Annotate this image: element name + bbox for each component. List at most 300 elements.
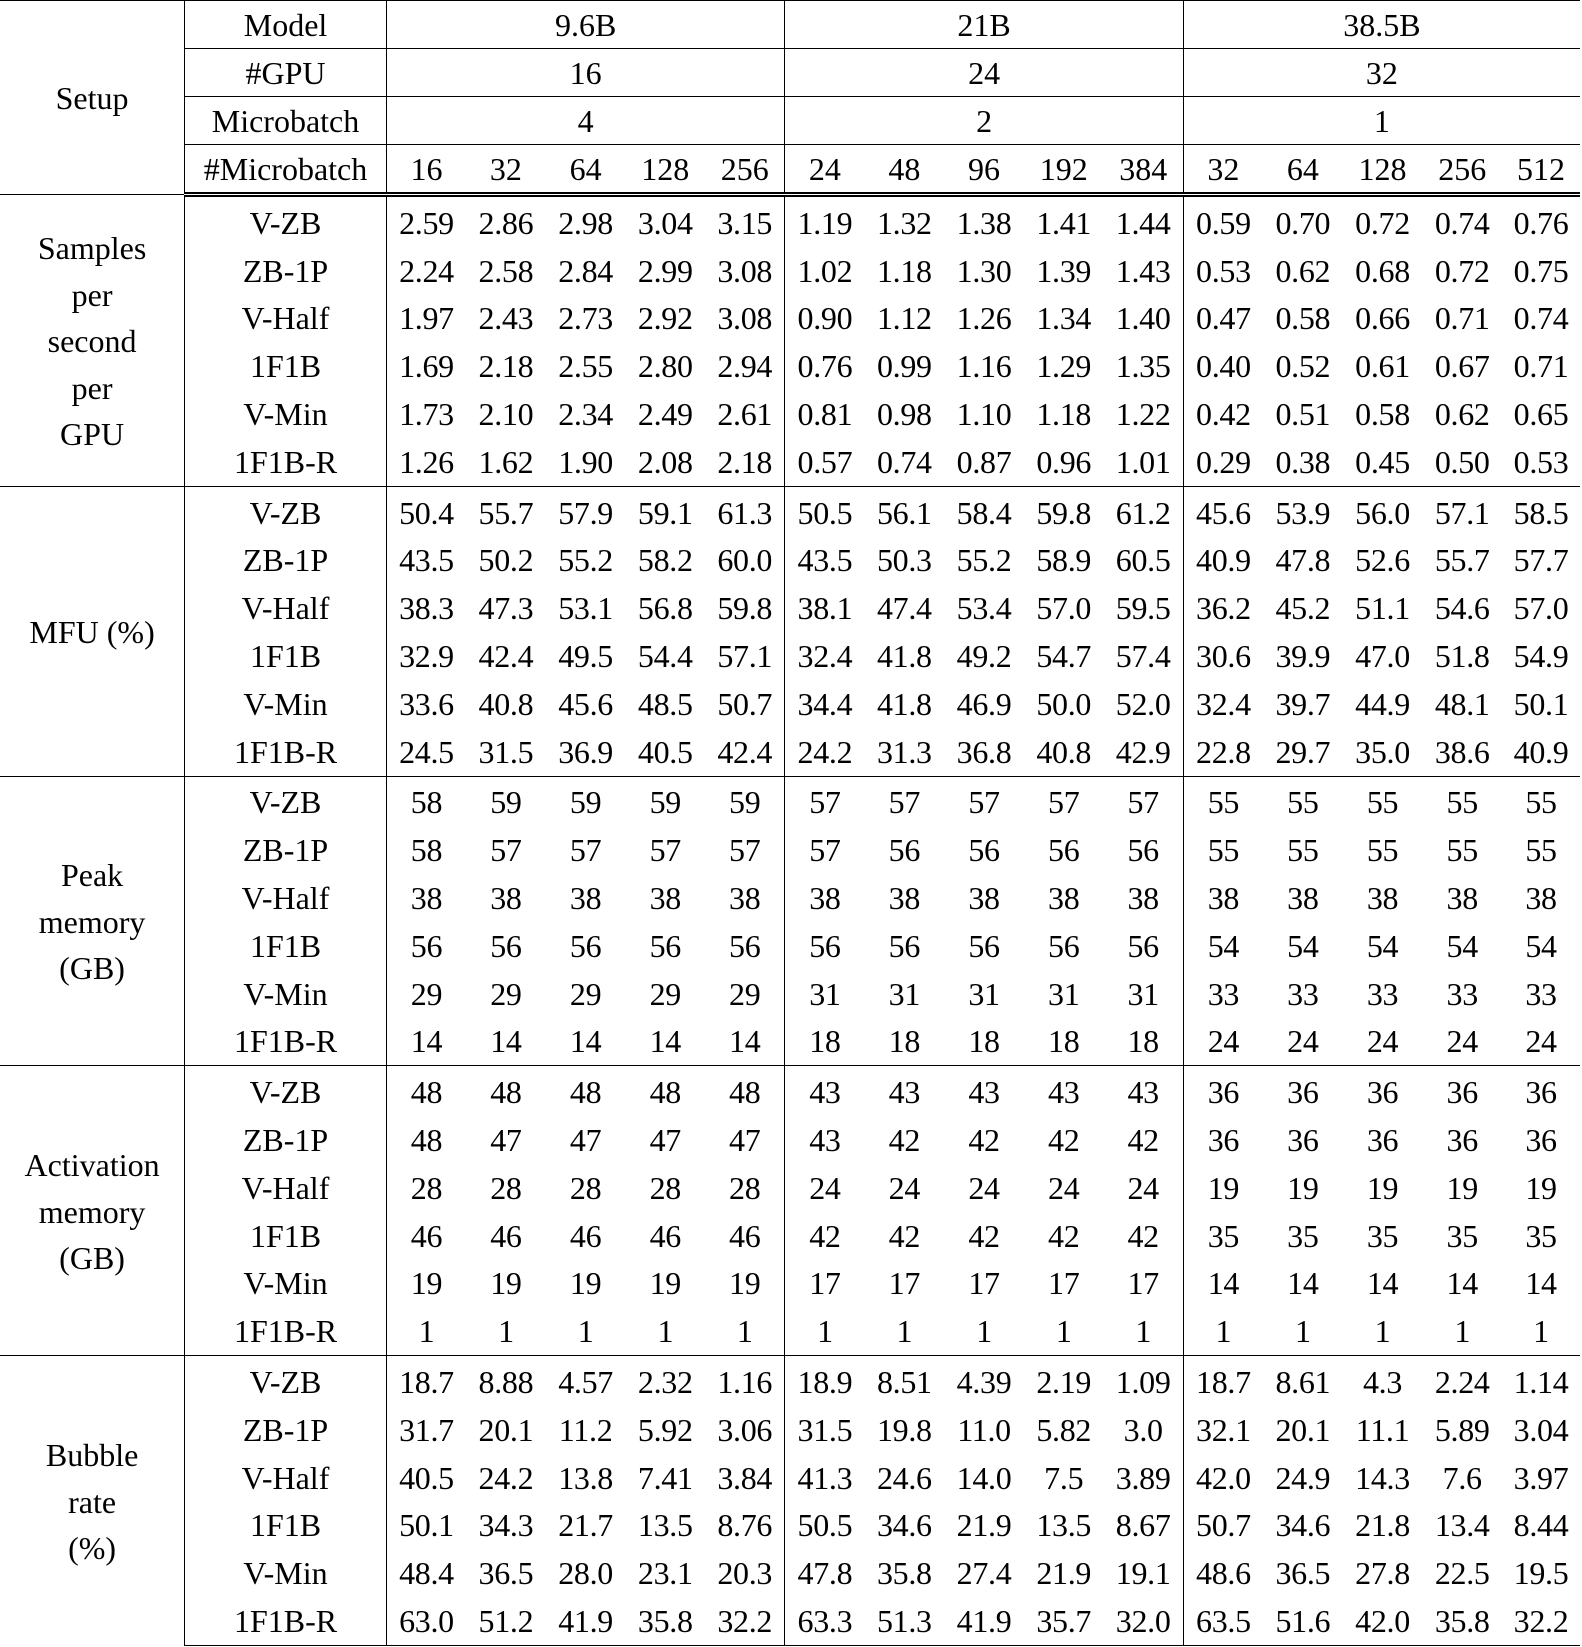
table-row [0,826,1580,874]
table-cell: 58 [386,776,466,826]
table-cell: 32.9 [399,638,454,675]
table-cell: 58 [410,832,443,869]
table-cell: 1 [1104,1307,1184,1355]
table-cell: 51.6 [1263,1597,1343,1645]
model-name: 9.6B [386,1,784,49]
table-cell: 1 [944,1307,1024,1355]
table-cell: 2.49 [637,396,693,433]
table-row [0,1066,1580,1116]
method-name: ZB-1P [185,1406,387,1454]
method-name: 1F1B-R [185,1597,387,1645]
table-cell: 1.14 [1502,1356,1580,1406]
table-cell: 38.3 [399,590,454,627]
table-cell: 4.3 [1343,1356,1423,1406]
metric-group [0,1066,1580,1356]
table-cell: 42 [809,1217,841,1254]
table-cell: 59 [546,776,626,826]
table-cell: 19.5 [1513,1555,1569,1592]
table-cell: 5.92 [637,1411,693,1448]
table-row [0,1307,1580,1355]
table-cell: 34.6 [876,1507,932,1544]
table-cell: 57.1 [1422,486,1502,536]
table-cell: 29 [410,975,443,1012]
num-microbatch-value: 32 [466,145,546,195]
table-cell: 40.8 [478,685,534,722]
table-cell: 45.6 [1183,486,1263,536]
table-cell: 51.3 [865,1597,945,1645]
table-cell: 11.2 [558,1411,613,1448]
table-cell: 24.2 [478,1459,534,1496]
method-name: V-Half [185,1454,387,1502]
table-cell: 28 [410,1169,443,1206]
table-cell: 47.3 [478,590,534,627]
table-cell: 36 [1287,1122,1319,1159]
table-cell: 56 [1104,826,1184,874]
table-cell: 36 [1422,1066,1502,1116]
table-cell: 47 [490,1122,522,1159]
table-cell: 54 [1207,927,1240,964]
table-cell: 43 [944,1066,1024,1116]
table-cell: 57 [649,832,681,869]
metric-label-line: rate [68,1483,117,1520]
table-cell: 2.73 [558,300,614,337]
table-cell: 56 [888,832,921,869]
table-cell: 59.8 [705,584,785,632]
table-cell: 32.4 [797,638,853,675]
table-cell: 51.2 [466,1597,546,1645]
table-cell: 58.9 [1036,542,1092,579]
microbatch-label: Microbatch [185,97,387,145]
table-cell: 29 [649,975,681,1012]
table-cell: 1.41 [1024,195,1104,247]
table-cell: 24 [1343,1018,1423,1066]
table-cell: 42.0 [1343,1597,1423,1645]
metric-group [0,1356,1580,1646]
table-cell: 0.40 [1196,348,1251,385]
table-cell: 0.76 [1502,195,1580,247]
table-cell: 56 [809,927,841,964]
table-row [0,728,1580,776]
table-cell: 31.5 [797,1411,853,1448]
table-cell: 57.1 [705,632,785,680]
table-cell: 54 [1366,927,1399,964]
table-cell: 57 [865,776,945,826]
metric-label [0,195,185,487]
table-cell: 0.53 [1196,252,1251,289]
num-microbatch-value: 384 [1104,145,1184,195]
table-cell: 43 [1104,1066,1184,1116]
table-cell: 31.7 [399,1411,454,1448]
table-cell: 38 [968,880,1000,917]
table-cell: 47 [705,1116,785,1164]
table-cell: 36.5 [478,1555,534,1592]
table-cell: 42.4 [478,638,534,675]
table-cell: 56 [410,927,443,964]
num-microbatch-value: 96 [944,145,1024,195]
table-cell: 59.1 [625,486,705,536]
gpu-count: 32 [1183,49,1580,97]
table-cell: 50.2 [478,542,534,579]
table-cell: 1.29 [1036,348,1092,385]
table-cell: 36 [1525,1122,1557,1159]
table-row [0,970,1580,1018]
table-cell: 41.8 [876,685,932,722]
table-cell: 8.76 [705,1502,785,1550]
table-cell: 43.5 [797,542,853,579]
microbatch-size: 1 [1183,97,1580,145]
num-microbatch-value: 16 [386,145,466,195]
table-cell: 1.39 [1036,252,1092,289]
table-row [0,1116,1580,1164]
table-cell: 0.74 [865,438,945,486]
table-cell: 56 [1048,832,1080,869]
table-cell: 45.6 [558,685,614,722]
table-cell: 50.5 [797,1507,853,1544]
table-cell: 42 [968,1217,1000,1254]
table-row [0,584,1580,632]
table-cell: 0.53 [1502,438,1580,486]
table-cell: 57.9 [546,486,626,536]
table-cell: 29 [569,975,602,1012]
table-cell: 56.0 [1343,486,1423,536]
model-name: 38.5B [1183,1,1580,49]
table-cell: 0.62 [1434,396,1490,433]
table-cell: 1.69 [399,348,454,385]
table-cell: 43 [865,1066,945,1116]
table-cell: 55 [1366,832,1399,869]
table-cell: 22.8 [1183,728,1263,776]
table-cell: 56 [968,832,1000,869]
table-row [0,195,1580,247]
method-name: 1F1B-R [185,438,387,486]
method-name: 1F1B [185,632,387,680]
table-cell: 42.4 [705,728,785,776]
table-cell: 38 [410,880,443,917]
table-cell: 36 [1343,1066,1423,1116]
table-cell: 29 [705,970,785,1018]
table-cell: 0.76 [797,348,853,385]
table-cell: 19 [705,1260,785,1308]
table-cell: 32.4 [1196,685,1251,722]
table-cell: 55 [1502,776,1580,826]
table-cell: 55.2 [956,542,1012,579]
table-cell: 19 [1366,1169,1399,1206]
table-cell: 0.52 [1275,348,1331,385]
table-cell: 0.29 [1183,438,1263,486]
table-cell: 19.1 [1104,1549,1184,1597]
table-cell: 1 [1343,1307,1423,1355]
table-cell: 13.8 [558,1459,614,1496]
table-cell: 28 [649,1169,681,1206]
table-cell: 1 [1263,1307,1343,1355]
table-cell: 2.08 [625,438,705,486]
table-cell: 58.2 [637,542,693,579]
table-row [0,632,1580,680]
table-cell: 0.66 [1355,300,1410,337]
table-cell: 43 [785,1066,865,1116]
table-cell: 56 [1048,927,1080,964]
table-cell: 8.44 [1513,1507,1569,1544]
method-name: 1F1B-R [185,1307,387,1355]
table-cell: 2.43 [478,300,534,337]
table-cell: 4.57 [546,1356,626,1406]
table-cell: 24 [1104,1164,1184,1212]
table-cell: 34.6 [1275,1507,1331,1544]
table-cell: 40.9 [1196,542,1251,579]
table-cell: 31 [809,975,841,1012]
table-cell: 31.3 [865,728,945,776]
table-cell: 36 [1183,1066,1263,1116]
table-cell: 35 [1287,1217,1319,1254]
metric-group [0,486,1580,776]
metric-label [0,1356,185,1646]
table-cell: 17 [809,1265,841,1302]
table-cell: 0.51 [1275,396,1331,433]
table-row [0,295,1580,343]
table-cell: 54.7 [1036,638,1092,675]
table-cell: 2.10 [478,396,534,433]
method-name: 1F1B [185,342,387,390]
table-row [0,1164,1580,1212]
table-cell: 2.86 [466,195,546,247]
table-cell: 2.58 [478,252,534,289]
table-cell: 38 [1446,880,1478,917]
table-cell: 1 [386,1307,466,1355]
gpu-row [0,49,1580,97]
table-cell: 14.0 [956,1459,1012,1496]
table-cell: 23.1 [637,1555,693,1592]
metric-group [0,195,1580,487]
table-cell: 50.3 [876,542,932,579]
table-cell: 14 [386,1018,466,1066]
table-cell: 48 [705,1066,785,1116]
table-cell: 39.9 [1275,638,1331,675]
table-cell: 54 [1287,927,1319,964]
table-cell: 1.16 [705,1356,785,1406]
table-cell: 59.8 [1024,486,1104,536]
table-row [0,680,1580,728]
method-name: 1F1B [185,1502,387,1550]
table-cell: 1.18 [1036,396,1092,433]
table-cell: 1.12 [876,300,932,337]
table-cell: 55.2 [558,542,614,579]
table-row [0,486,1580,536]
table-cell: 0.98 [876,396,932,433]
microbatch-size: 2 [785,97,1183,145]
table-cell: 24 [1183,1018,1263,1066]
table-cell: 7.41 [637,1459,693,1496]
table-cell: 0.75 [1513,252,1569,289]
table-cell: 30.6 [1196,638,1251,675]
metric-label-line: per [71,369,113,406]
table-cell: 38 [809,880,841,917]
table-cell: 19 [1287,1169,1319,1206]
model-name: 21B [785,1,1183,49]
table-cell: 24.6 [876,1459,932,1496]
table-cell: 4.39 [944,1356,1024,1406]
table-cell: 0.45 [1343,438,1423,486]
table-cell: 1.97 [399,300,454,337]
table-cell: 18 [785,1018,865,1066]
table-row [0,1018,1580,1066]
table-cell: 48 [386,1066,466,1116]
table-cell: 36 [1207,1122,1240,1159]
table-cell: 58.5 [1502,486,1580,536]
table-cell: 2.24 [1422,1356,1502,1406]
table-cell: 47.4 [876,590,932,627]
table-row [0,438,1580,486]
table-cell: 51.8 [1434,638,1490,675]
table-cell: 7.6 [1442,1459,1482,1496]
table-cell: 38 [649,880,681,917]
table-cell: 1 [625,1307,705,1355]
method-name: V-ZB [185,1066,387,1116]
table-cell: 20.1 [1275,1411,1331,1448]
table-cell: 24 [1263,1018,1343,1066]
metric-label-line: Peak [60,857,124,894]
table-cell: 46 [705,1212,785,1260]
num-microbatch-value: 512 [1502,145,1580,195]
table-cell: 63.5 [1183,1597,1263,1645]
method-name: V-Half [185,584,387,632]
table-cell: 55.7 [1434,542,1490,579]
table-cell: 48 [466,1066,546,1116]
metric-group [0,776,1580,1066]
table-cell: 1.40 [1104,295,1184,343]
table-cell: 38 [1525,880,1557,917]
table-cell: 57.4 [1104,632,1184,680]
table-cell: 3.0 [1104,1406,1184,1454]
table-cell: 57 [809,832,841,869]
table-cell: 27.4 [956,1555,1012,1592]
table-cell: 42.9 [1104,728,1184,776]
table-cell: 46 [649,1217,681,1254]
table-cell: 1.38 [944,195,1024,247]
table-cell: 33 [1366,975,1399,1012]
table-cell: 1 [1024,1307,1104,1355]
table-cell: 56.1 [865,486,945,536]
method-name: 1F1B [185,922,387,970]
table-cell: 38 [569,880,602,917]
table-cell: 56 [649,927,681,964]
table-cell: 3.89 [1104,1454,1184,1502]
table-cell: 42 [968,1122,1000,1159]
table-cell: 3.04 [625,195,705,247]
table-cell: 44.9 [1355,685,1410,722]
table-cell: 0.72 [1434,252,1490,289]
table-cell: 53.9 [1263,486,1343,536]
metric-label-line: MFU (%) [29,613,155,650]
table-cell: 18.7 [1183,1356,1263,1406]
table-cell: 2.18 [478,348,534,385]
table-cell: 36 [1446,1122,1478,1159]
table-cell: 32.0 [1104,1597,1184,1645]
table-cell: 8.67 [1104,1502,1184,1550]
method-name: V-Half [185,295,387,343]
table-cell: 18 [944,1018,1024,1066]
table-row [0,537,1580,585]
table-cell: 51.1 [1355,590,1410,627]
table-cell: 1.73 [399,396,454,433]
table-cell: 42.0 [1196,1459,1251,1496]
table-cell: 2.94 [705,342,785,390]
table-cell: 14 [705,1018,785,1066]
table-cell: 57 [705,826,785,874]
table-cell: 8.88 [466,1356,546,1406]
table-cell: 18.9 [785,1356,865,1406]
table-cell: 1.30 [956,252,1012,289]
table-cell: 54.9 [1513,638,1569,675]
table-cell: 50.7 [705,680,785,728]
table-cell: 48.5 [637,685,693,722]
method-name: 1F1B [185,1212,387,1260]
method-name: 1F1B-R [185,728,387,776]
table-cell: 18.7 [386,1356,466,1406]
table-cell: 57 [1104,776,1184,826]
metric-label [0,776,185,1066]
num-microbatch-value: 48 [865,145,945,195]
table-cell: 0.65 [1513,396,1569,433]
method-name: V-Half [185,874,387,922]
table-cell: 31 [1048,975,1080,1012]
table-cell: 0.50 [1422,438,1502,486]
table-cell: 50.5 [785,486,865,536]
table-cell: 34.4 [797,685,853,722]
table-cell: 1 [546,1307,626,1355]
table-cell: 1 [865,1307,945,1355]
table-cell: 40.5 [625,728,705,776]
table-cell: 52.0 [1104,680,1184,728]
table-cell: 31 [968,975,1000,1012]
table-cell: 35 [1525,1217,1557,1254]
table-cell: 57 [1024,776,1104,826]
table-cell: 43 [1024,1066,1104,1116]
table-cell: 2.55 [558,348,614,385]
table-cell: 55 [1183,776,1263,826]
table-cell: 43 [809,1122,841,1159]
table-cell: 48 [410,1122,443,1159]
table-cell: 3.08 [705,247,785,295]
table-cell: 24.2 [785,728,865,776]
table-cell: 2.19 [1024,1356,1104,1406]
table-cell: 42 [888,1122,921,1159]
model-row [0,1,1580,49]
table-cell: 35 [1207,1217,1240,1254]
table-cell: 1.26 [956,300,1012,337]
table-cell: 33 [1525,975,1557,1012]
table-cell: 2.92 [637,300,693,337]
table-row [0,1502,1580,1550]
table-row [0,390,1580,438]
table-cell: 57 [944,776,1024,826]
table-cell: 40.9 [1502,728,1580,776]
table-cell: 47 [649,1122,681,1159]
table-cell: 13.5 [1036,1507,1092,1544]
table-cell: 53.4 [956,590,1012,627]
table-cell: 7.5 [1044,1459,1084,1496]
table-cell: 14 [1525,1265,1557,1302]
table-cell: 38 [1104,874,1184,922]
table-cell: 1.10 [956,396,1012,433]
table-cell: 1.90 [546,438,626,486]
table-cell: 46.9 [956,685,1012,722]
table-cell: 24 [809,1169,841,1206]
table-cell: 50.1 [399,1507,454,1544]
table-cell: 18 [1024,1018,1104,1066]
microbatch-size: 4 [386,97,784,145]
table-cell: 1.02 [797,252,853,289]
table-cell: 1.16 [956,348,1012,385]
